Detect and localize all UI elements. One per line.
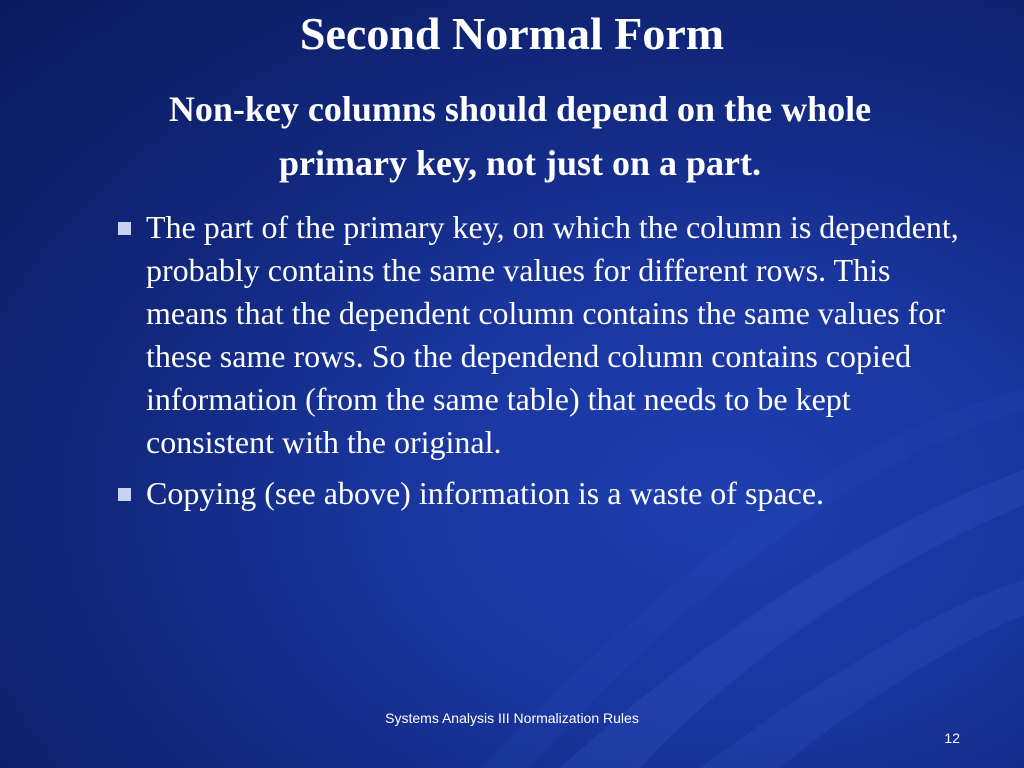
footer-page-number: 12 (944, 730, 960, 746)
bullet-text: Copying (see above) information is a waste of space. (146, 475, 825, 511)
square-bullet-icon (118, 222, 131, 235)
bullet-text: The part of the primary key, on which the column is dependent, probably contains the same values for different rows. This means that the dependent column contains the same values for these same rows. So the dependend column contains copied information (from the same table) that needs to be kept consistent with the original. (146, 209, 959, 460)
bullet-item (116, 472, 976, 515)
slide-title: Second Normal Form (299, 8, 725, 59)
footer-course-title: Systems Analysis III Normalization Rules (385, 710, 639, 726)
slide-subtitle: Non-key columns should depend on the whole primary key, not just on a part. (168, 89, 872, 183)
bullet-item (116, 206, 976, 464)
square-bullet-icon (118, 488, 131, 501)
bullet-list (116, 206, 976, 523)
